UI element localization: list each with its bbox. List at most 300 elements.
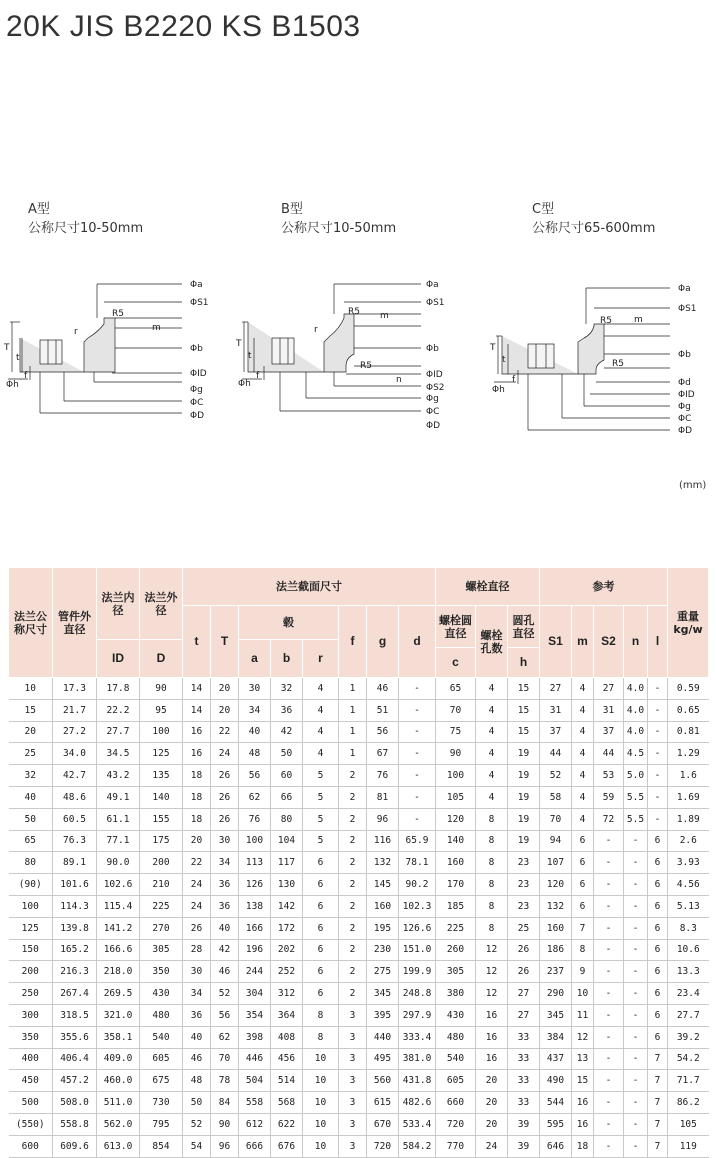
table-cell: 27: [508, 983, 540, 1005]
table-cell: 22: [211, 721, 239, 743]
table-cell: 600: [9, 1135, 53, 1157]
table-cell: 33: [508, 1026, 540, 1048]
table-cell: 56: [239, 765, 271, 787]
label-phi-a-a: Φa: [190, 280, 203, 290]
table-cell: 345: [540, 1004, 572, 1026]
table-cell: 32: [9, 765, 53, 787]
table-cell: 26: [508, 961, 540, 983]
table-cell: -: [594, 917, 624, 939]
table-cell: 100: [9, 895, 53, 917]
table-cell: 185: [436, 895, 476, 917]
label-phi-g-b: Φg: [426, 394, 439, 404]
table-cell: 142: [271, 895, 303, 917]
table-cell: 304: [239, 983, 271, 1005]
table-cell: 31: [594, 699, 624, 721]
table-cell: 446: [239, 1048, 271, 1070]
table-cell: 0.59: [668, 678, 709, 700]
table-cell: -: [624, 1004, 648, 1026]
table-cell: 560: [367, 1070, 399, 1092]
table-cell: 17.8: [97, 678, 140, 700]
table-cell: -: [594, 1004, 624, 1026]
table-cell: 795: [140, 1113, 183, 1135]
table-cell: 6: [648, 830, 668, 852]
table-cell: 4: [476, 678, 508, 700]
table-cell: 48.6: [53, 786, 97, 808]
header-h: h: [508, 648, 540, 678]
table-cell: 8: [303, 1004, 339, 1026]
table-cell: 20: [9, 721, 53, 743]
table-cell: 437: [540, 1048, 572, 1070]
table-cell: 4: [476, 699, 508, 721]
table-row: [9, 1113, 709, 1135]
table-cell: 333.4: [399, 1026, 436, 1048]
table-cell: 16: [572, 1113, 594, 1135]
label-t-a: t: [16, 353, 20, 363]
table-cell: 49.1: [97, 786, 140, 808]
table-cell: 20: [476, 1092, 508, 1114]
table-cell: 48: [183, 1070, 211, 1092]
table-cell: -: [594, 1048, 624, 1070]
header-bolt: 螺栓直径: [436, 568, 540, 606]
table-cell: 275: [367, 961, 399, 983]
label-phi-a-c: Φa: [678, 284, 691, 294]
table-cell: 2: [339, 786, 367, 808]
table-cell: 4.5: [624, 743, 648, 765]
table-cell: 5: [303, 786, 339, 808]
table-cell: 15: [508, 699, 540, 721]
table-cell: 89.1: [53, 852, 97, 874]
table-cell: 19: [508, 808, 540, 830]
table-cell: 26: [211, 808, 239, 830]
table-cell: 730: [140, 1092, 183, 1114]
table-cell: 52: [540, 765, 572, 787]
table-cell: 19: [508, 830, 540, 852]
table-cell: 3: [339, 1135, 367, 1157]
table-cell: 34.5: [97, 743, 140, 765]
table-cell: 6: [572, 852, 594, 874]
table-cell: 26: [211, 765, 239, 787]
table-cell: 2: [339, 874, 367, 896]
label-n-b: n: [396, 375, 402, 385]
table-cell: 5.5: [624, 808, 648, 830]
type-a-label: [28, 200, 143, 238]
table-cell: 24: [183, 895, 211, 917]
table-cell: -: [399, 808, 436, 830]
table-cell: 39.2: [668, 1026, 709, 1048]
label-phi-h-c: Φh: [492, 385, 505, 395]
spec-table-body: [9, 678, 709, 1158]
table-cell: 125: [9, 917, 53, 939]
spec-table-header: [9, 568, 709, 678]
table-cell: 495: [367, 1048, 399, 1070]
header-D: D: [140, 640, 183, 678]
table-cell: 15: [508, 678, 540, 700]
table-cell: 609.6: [53, 1135, 97, 1157]
table-cell: 172: [271, 917, 303, 939]
table-cell: 380: [436, 983, 476, 1005]
table-cell: 230: [367, 939, 399, 961]
table-cell: 7: [648, 1135, 668, 1157]
table-cell: 12: [476, 983, 508, 1005]
table-cell: 646: [540, 1135, 572, 1157]
table-cell: 666: [239, 1135, 271, 1157]
table-cell: 20: [476, 1113, 508, 1135]
table-cell: 15: [9, 699, 53, 721]
table-cell: 200: [9, 961, 53, 983]
table-cell: 4: [476, 786, 508, 808]
table-cell: -: [399, 786, 436, 808]
table-cell: 78.1: [399, 852, 436, 874]
table-cell: 84: [211, 1092, 239, 1114]
flange-diagram-c: [488, 278, 713, 438]
table-cell: 65: [436, 678, 476, 700]
table-cell: 76: [239, 808, 271, 830]
table-cell: 43.2: [97, 765, 140, 787]
table-cell: 86.2: [668, 1092, 709, 1114]
table-cell: 42: [211, 939, 239, 961]
table-cell: 4: [572, 743, 594, 765]
table-cell: 720: [436, 1113, 476, 1135]
type-c-label: [532, 200, 655, 238]
table-cell: 4: [572, 678, 594, 700]
type-c-name: C型: [532, 202, 555, 217]
table-cell: 4: [303, 721, 339, 743]
table-cell: 4: [572, 699, 594, 721]
table-cell: 605: [436, 1070, 476, 1092]
header-weight: 重量kg/w: [668, 568, 709, 678]
label-phi-b-a: Φb: [190, 344, 203, 354]
table-cell: 40: [9, 786, 53, 808]
table-cell: 615: [367, 1092, 399, 1114]
table-cell: 51: [367, 699, 399, 721]
table-cell: 44: [540, 743, 572, 765]
table-cell: 54.2: [668, 1048, 709, 1070]
table-cell: 50: [183, 1092, 211, 1114]
table-cell: 72: [594, 808, 624, 830]
table-cell: 199.9: [399, 961, 436, 983]
header-m: m: [572, 606, 594, 678]
table-cell: 605: [140, 1048, 183, 1070]
table-cell: 345: [367, 983, 399, 1005]
label-T-c: T: [490, 343, 496, 353]
table-cell: 4.0: [624, 721, 648, 743]
table-cell: 480: [436, 1026, 476, 1048]
table-cell: -: [594, 983, 624, 1005]
table-cell: -: [624, 983, 648, 1005]
label-f-b: f: [256, 371, 260, 381]
table-cell: -: [594, 895, 624, 917]
flange-diagram-b: [236, 270, 466, 435]
table-cell: 105: [436, 786, 476, 808]
table-cell: 27: [540, 678, 572, 700]
table-cell: -: [624, 895, 648, 917]
table-cell: 16: [476, 1004, 508, 1026]
table-cell: 62: [239, 786, 271, 808]
table-cell: 15: [508, 721, 540, 743]
header-T-upper: T: [211, 606, 239, 678]
table-cell: 854: [140, 1135, 183, 1157]
label-phi-g-c: Φg: [678, 402, 691, 412]
table-cell: 1: [339, 699, 367, 721]
header-outer-diameter: 法兰外径: [140, 568, 183, 640]
header-g: g: [367, 606, 399, 678]
table-cell: -: [624, 830, 648, 852]
table-cell: 150: [9, 939, 53, 961]
table-cell: 4: [476, 765, 508, 787]
table-cell: 2: [339, 765, 367, 787]
label-t-c: t: [502, 355, 506, 365]
table-cell: -: [648, 678, 668, 700]
table-cell: 37: [540, 721, 572, 743]
table-cell: 430: [436, 1004, 476, 1026]
table-cell: 2: [339, 895, 367, 917]
table-cell: 7: [648, 1092, 668, 1114]
table-row: [9, 1004, 709, 1026]
table-cell: 160: [540, 917, 572, 939]
label-phi-b-c: Φb: [678, 350, 691, 360]
table-cell: 670: [367, 1113, 399, 1135]
table-cell: 60.5: [53, 808, 97, 830]
table-cell: 19: [508, 765, 540, 787]
table-cell: 165.2: [53, 939, 97, 961]
table-cell: 1.29: [668, 743, 709, 765]
table-cell: -: [594, 852, 624, 874]
table-cell: 6: [648, 1026, 668, 1048]
table-cell: 4: [476, 743, 508, 765]
header-bolt-circle: 螺栓圆直径: [436, 606, 476, 648]
table-cell: 450: [9, 1070, 53, 1092]
table-cell: 37: [594, 721, 624, 743]
type-a-size: 公称尺寸10-50mm: [28, 221, 144, 236]
table-cell: 80: [271, 808, 303, 830]
label-phi-c-c: ΦC: [678, 414, 692, 424]
header-hub: 毂: [239, 606, 339, 640]
table-cell: 6: [648, 939, 668, 961]
table-cell: 480: [140, 1004, 183, 1026]
table-row: [9, 895, 709, 917]
table-cell: 24: [211, 743, 239, 765]
table-cell: 456: [271, 1048, 303, 1070]
table-cell: -: [594, 1070, 624, 1092]
table-cell: 34.0: [53, 743, 97, 765]
table-cell: 8: [476, 808, 508, 830]
table-cell: 5: [303, 830, 339, 852]
label-r-a: r: [74, 327, 78, 337]
table-cell: 8: [476, 874, 508, 896]
table-cell: -: [624, 961, 648, 983]
header-n: n: [624, 606, 648, 678]
label-r5-bottom-b: R5: [360, 361, 372, 371]
label-phi-d-small-c: Φd: [678, 378, 691, 388]
table-cell: 6: [572, 895, 594, 917]
table-cell: -: [624, 1113, 648, 1135]
table-row: [9, 678, 709, 700]
table-cell: 132: [540, 895, 572, 917]
table-row: [9, 983, 709, 1005]
table-cell: 36: [271, 699, 303, 721]
table-cell: 562.0: [97, 1113, 140, 1135]
table-cell: 36: [211, 874, 239, 896]
label-phi-a-b: Φa: [426, 280, 439, 290]
table-cell: 16: [476, 1048, 508, 1070]
table-cell: -: [594, 830, 624, 852]
table-cell: 3: [339, 1048, 367, 1070]
table-cell: 500: [9, 1092, 53, 1114]
table-cell: 16: [183, 721, 211, 743]
table-cell: 17.3: [53, 678, 97, 700]
table-cell: 1: [339, 743, 367, 765]
table-cell: 381.0: [399, 1048, 436, 1070]
label-r-b: r: [314, 325, 318, 335]
table-cell: 166.6: [97, 939, 140, 961]
table-cell: 6: [303, 852, 339, 874]
table-cell: 595: [540, 1113, 572, 1135]
table-cell: 54: [183, 1135, 211, 1157]
label-phi-d-b: ΦD: [426, 421, 441, 431]
table-cell: 26: [508, 939, 540, 961]
table-cell: 770: [436, 1135, 476, 1157]
table-cell: 1.6: [668, 765, 709, 787]
table-cell: 4.56: [668, 874, 709, 896]
table-cell: 70: [211, 1048, 239, 1070]
table-cell: 225: [436, 917, 476, 939]
table-cell: 27.7: [668, 1004, 709, 1026]
table-cell: 34: [183, 983, 211, 1005]
table-cell: 31: [540, 699, 572, 721]
table-cell: 248.8: [399, 983, 436, 1005]
header-section-dims: 法兰截面尺寸: [183, 568, 436, 606]
table-cell: 138: [239, 895, 271, 917]
table-cell: 8: [476, 830, 508, 852]
table-cell: 408: [271, 1026, 303, 1048]
table-cell: -: [594, 1135, 624, 1157]
table-cell: 96: [211, 1135, 239, 1157]
table-cell: 80: [9, 852, 53, 874]
table-row: [9, 786, 709, 808]
table-cell: 23: [508, 852, 540, 874]
table-cell: 102.3: [399, 895, 436, 917]
label-phi-h-a: Φh: [6, 380, 19, 390]
label-m-b: m: [380, 311, 389, 321]
table-cell: 120: [436, 808, 476, 830]
type-b-name: B型: [281, 202, 303, 217]
label-T-b: T: [236, 339, 242, 349]
label-phi-id-c: ΦID: [678, 390, 695, 400]
table-cell: 102.6: [97, 874, 140, 896]
table-cell: 1.89: [668, 808, 709, 830]
type-b-label: [281, 200, 396, 238]
table-cell: 3.93: [668, 852, 709, 874]
table-cell: 90: [211, 1113, 239, 1135]
table-cell: 105: [668, 1113, 709, 1135]
table-cell: 33: [508, 1048, 540, 1070]
table-cell: 8: [476, 895, 508, 917]
table-cell: 50: [9, 808, 53, 830]
table-cell: (550): [9, 1113, 53, 1135]
table-cell: 13: [572, 1048, 594, 1070]
table-cell: 430: [140, 983, 183, 1005]
table-cell: 52: [183, 1113, 211, 1135]
table-cell: 10: [303, 1135, 339, 1157]
table-row: [9, 830, 709, 852]
table-cell: 126.6: [399, 917, 436, 939]
table-cell: -: [648, 765, 668, 787]
table-cell: 78: [211, 1070, 239, 1092]
table-cell: -: [648, 721, 668, 743]
table-cell: 2: [339, 917, 367, 939]
table-cell: 210: [140, 874, 183, 896]
table-cell: -: [399, 765, 436, 787]
table-cell: 66: [271, 786, 303, 808]
table-cell: 1: [339, 721, 367, 743]
header-inner-diameter: 法兰内径: [97, 568, 140, 640]
table-cell: 46: [183, 1048, 211, 1070]
table-cell: 7: [648, 1048, 668, 1070]
table-cell: -: [624, 1092, 648, 1114]
table-cell: 225: [140, 895, 183, 917]
table-cell: 3: [339, 1004, 367, 1026]
table-row: [9, 874, 709, 896]
header-hole-diameter: 圆孔直径: [508, 606, 540, 648]
table-cell: 544: [540, 1092, 572, 1114]
label-phi-s1-a: ΦS1: [190, 298, 209, 308]
table-cell: 18: [183, 808, 211, 830]
table-cell: 27: [508, 1004, 540, 1026]
table-cell: 364: [271, 1004, 303, 1026]
table-cell: 8: [476, 852, 508, 874]
table-cell: 18: [183, 786, 211, 808]
table-cell: 18: [183, 765, 211, 787]
table-cell: 622: [271, 1113, 303, 1135]
table-cell: 10: [303, 1113, 339, 1135]
table-row: [9, 699, 709, 721]
table-cell: 10: [303, 1092, 339, 1114]
table-cell: -: [648, 743, 668, 765]
table-cell: -: [399, 678, 436, 700]
table-cell: 504: [239, 1070, 271, 1092]
header-b: b: [271, 640, 303, 678]
table-cell: 508.0: [53, 1092, 97, 1114]
table-cell: 19: [508, 786, 540, 808]
table-cell: -: [648, 808, 668, 830]
table-cell: 354: [239, 1004, 271, 1026]
label-phi-h-b: Φh: [238, 379, 251, 389]
table-cell: 584.2: [399, 1135, 436, 1157]
table-cell: 202: [271, 939, 303, 961]
table-cell: 42: [271, 721, 303, 743]
label-r5-top-b: R5: [348, 307, 360, 317]
table-cell: 125: [140, 743, 183, 765]
table-cell: 297.9: [399, 1004, 436, 1026]
table-cell: -: [624, 1135, 648, 1157]
table-cell: 2: [339, 961, 367, 983]
label-t-b: t: [248, 351, 252, 361]
table-cell: 25: [508, 917, 540, 939]
table-cell: 12: [476, 961, 508, 983]
table-cell: 62: [211, 1026, 239, 1048]
table-cell: 540: [140, 1026, 183, 1048]
table-cell: 126: [239, 874, 271, 896]
table-cell: -: [594, 1092, 624, 1114]
table-cell: 482.6: [399, 1092, 436, 1114]
table-cell: 312: [271, 983, 303, 1005]
table-cell: 540: [436, 1048, 476, 1070]
table-cell: 71.7: [668, 1070, 709, 1092]
table-cell: 6: [648, 852, 668, 874]
label-r5-bottom-c: R5: [612, 359, 624, 369]
table-cell: 8.3: [668, 917, 709, 939]
table-cell: 12: [572, 1026, 594, 1048]
